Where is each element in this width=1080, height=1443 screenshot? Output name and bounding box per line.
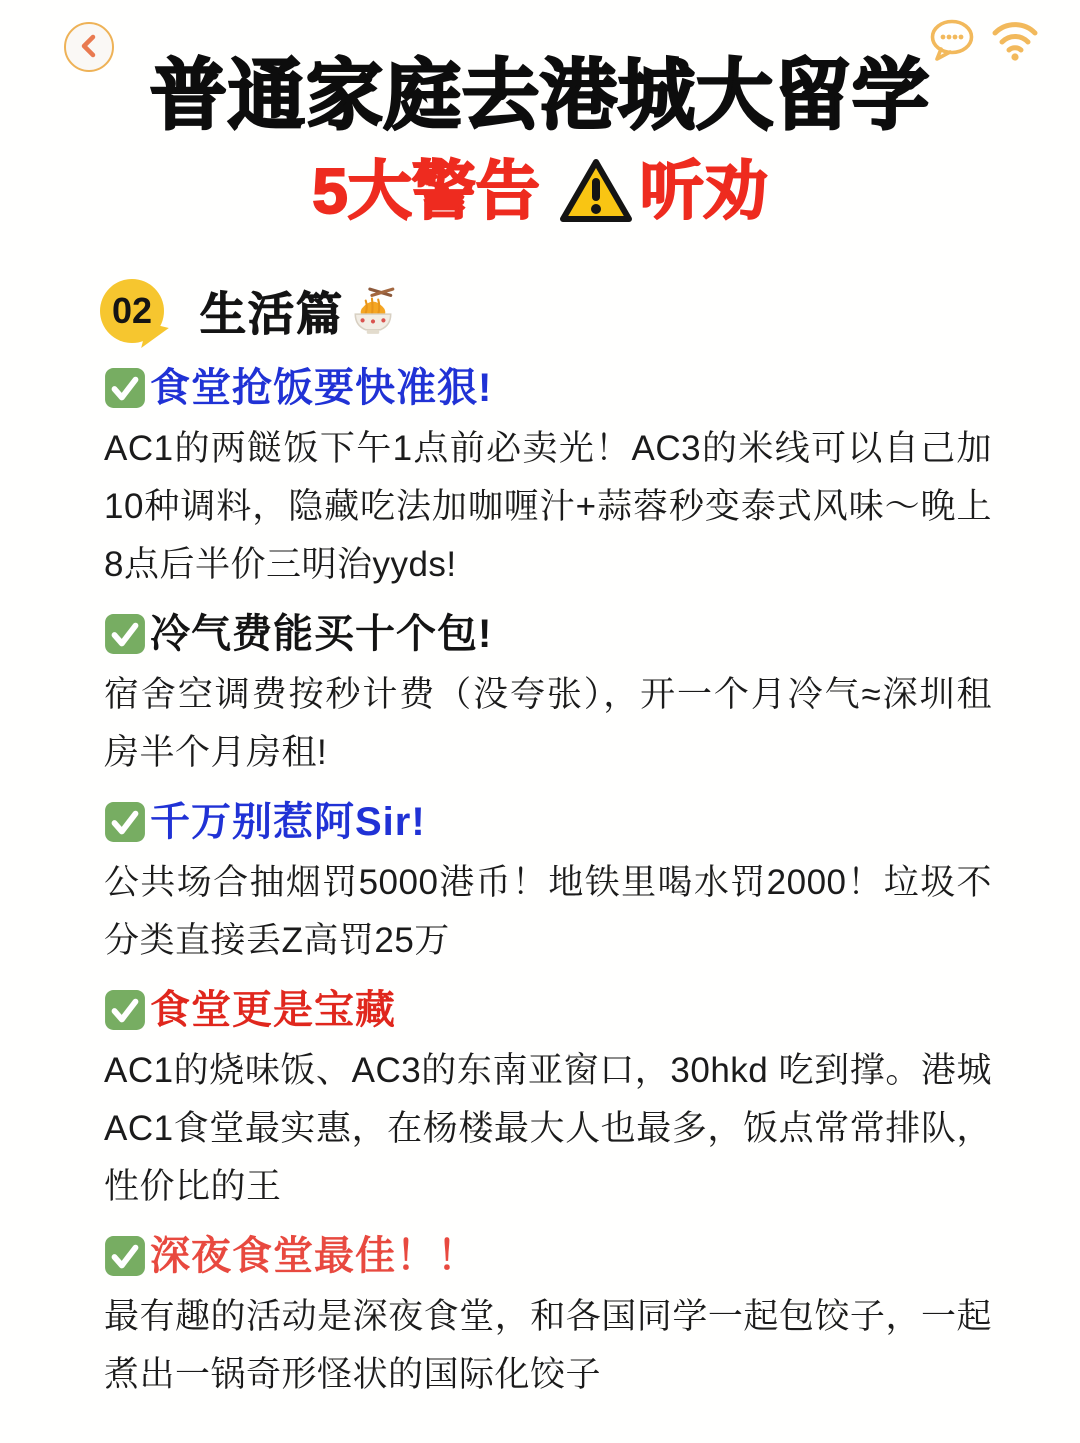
subtitle-prefix: 5大警告 <box>312 155 540 227</box>
tip-heading-text: 食堂抢饭要快准狠! <box>150 366 493 410</box>
messages-icon[interactable] <box>928 18 976 62</box>
checkmark-icon <box>104 801 146 843</box>
chevron-left-icon <box>78 33 100 62</box>
subtitle-suffix: 听劝 <box>639 155 768 227</box>
section-title-text: 生活篇 <box>200 288 344 340</box>
section-number-badge <box>100 279 164 343</box>
top-right-icons <box>928 18 1040 62</box>
tip-heading-text: 深夜食堂最佳！！ <box>150 1234 478 1278</box>
wifi-icon <box>990 19 1040 61</box>
section-title <box>200 278 398 344</box>
checkmark-icon <box>104 1235 146 1277</box>
post-header <box>0 0 1080 232</box>
warning-triangle-icon <box>558 156 634 226</box>
post-title: 普通家庭去港城大留学 <box>150 53 930 139</box>
badge-number: 02 <box>100 279 164 343</box>
tips-content <box>0 362 1080 1404</box>
tip-heading <box>104 796 992 848</box>
tip-heading <box>104 362 992 414</box>
section-header <box>100 278 1080 344</box>
ramen-bowl-icon <box>348 286 398 336</box>
checkmark-icon <box>104 613 146 655</box>
checkmark-icon <box>104 367 146 409</box>
tip-heading <box>104 984 992 1036</box>
tip-heading-text: 食堂更是宝藏 <box>150 988 396 1032</box>
tip-body-text: AC1的两餸饭下午1点前必卖光！AC3的米线可以自己加10种调料，隐藏吃法加咖喱汁+蒜蓉秒变泰式风味～晚上8点后半价三明治yyds! <box>104 429 992 584</box>
tip-section <box>104 796 992 970</box>
tip-heading <box>104 1230 992 1282</box>
tip-heading-text: 千万别惹阿Sir! <box>150 800 426 844</box>
tip-heading-text: 冷气费能买十个包! <box>150 612 493 656</box>
tip-body-text: AC1的烧味饭、AC3的东南亚窗口，30hkd 吃到撑。港城AC1食堂最实惠，在杨楼最大人也最多，饭点常常排队，性价比的王 <box>104 1051 992 1206</box>
tip-section <box>104 1230 992 1404</box>
back-button[interactable] <box>64 22 114 72</box>
checkmark-icon <box>104 989 146 1031</box>
tip-section <box>104 984 992 1216</box>
tip-heading <box>104 608 992 660</box>
post-subtitle <box>0 150 1080 232</box>
tip-body-text: 公共场合抽烟罚5000港币！地铁里喝水罚2000！垃圾不分类直接丢Z高罚25万 <box>104 863 992 960</box>
tip-body-text: 宿舍空调费按秒计费（没夸张），开一个月冷气≈深圳租房半个月房租! <box>104 675 992 772</box>
tip-section <box>104 362 992 594</box>
tip-body-text: 最有趣的活动是深夜食堂，和各国同学一起包饺子，一起煮出一锅奇形怪状的国际化饺子 <box>104 1297 992 1394</box>
tip-section <box>104 608 992 782</box>
